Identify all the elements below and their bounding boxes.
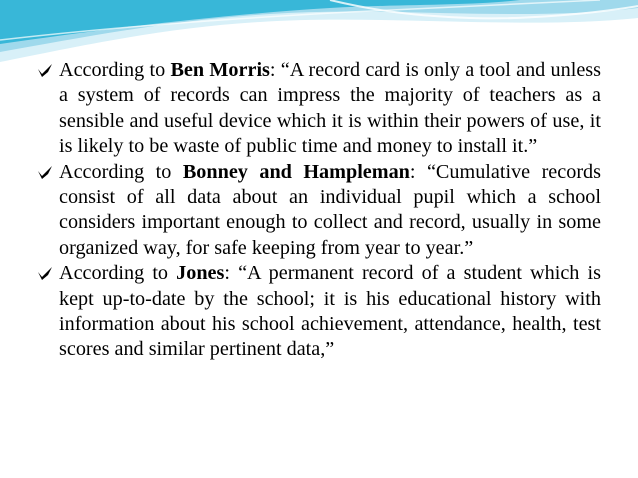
arrow-check-bullet-icon: [37, 164, 53, 180]
author-name: Jones: [176, 262, 225, 285]
author-name: Bonney and Hampleman: [182, 160, 410, 183]
bullet-item-ben-morris: [37, 58, 601, 160]
bullet-item-jones: [37, 261, 601, 363]
arrow-check-bullet-icon: [37, 265, 53, 281]
author-name: Ben Morris: [170, 59, 270, 81]
bullet-text: According to Ben Morris: “A record card is only a tool and unless a system of records can impress the majority of teachers as a sensible and useful device which it is within their powers of use, it is likely to be waste of public time and money to install it.”: [59, 59, 601, 158]
bullet-text: According to Jones: “A permanent record of a student which is kept up-to-date by the school; it is his educational history with information about his school achievement, attendance, health, test scores and similar pertinent data,”: [59, 262, 601, 361]
bullet-item-bonney-hampleman: [37, 160, 601, 262]
slide-content: [37, 58, 601, 363]
bullet-text: According to Bonney and Hampleman: “Cumulative records consist of all data about an individual pupil which a school considers important enough to collect and record, usually in some organized way, for safe keeping from year to year.”: [59, 160, 601, 259]
arrow-check-bullet-icon: [37, 62, 53, 78]
